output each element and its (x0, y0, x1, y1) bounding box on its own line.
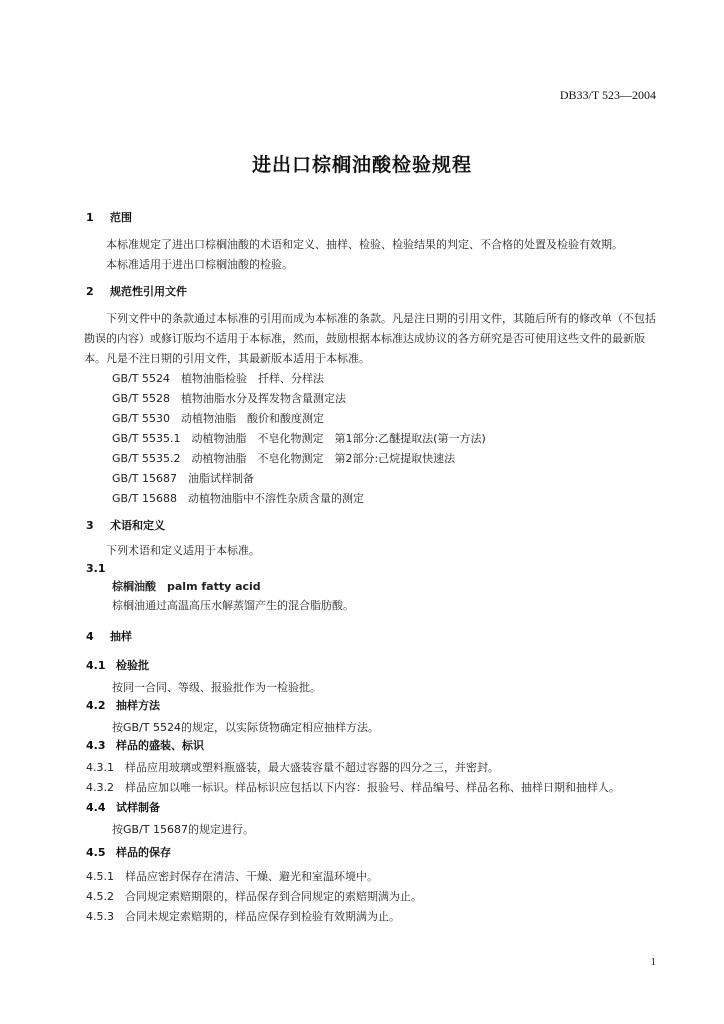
section-number: 3 (86, 519, 94, 532)
section-number: 4 (86, 630, 94, 643)
references-paragraph: 下列文件中的条款通过本标准的引用而成为本标准的条款。凡是注日期的引用文件，其随后所有的修改单（不包括勘误的内容）或修订版均不适用于本标准，然而，鼓励根据本标准达成协议的各方研究是否可使用这些文件的最新版本。凡是不注日期的引用文件，其最新版本适用于本标准。 (84, 312, 656, 365)
section-title: 抽样 (110, 630, 132, 643)
clause-item: 4.5.2 合同规定索赔期限的，样品保存到合同规定的索赔期满为止。 (86, 890, 422, 903)
subsection-heading-4-4 (86, 800, 658, 816)
subsection-text: 按同一合同、等级、报验批作为一检验批。 (112, 681, 321, 694)
subsection-heading-4-5 (86, 845, 658, 861)
document-body (86, 200, 658, 927)
subsection-number: 4.5 (86, 846, 106, 859)
subsection-number: 4.1 (86, 659, 106, 672)
subsection-number: 4.4 (86, 801, 106, 814)
section-number: 2 (86, 285, 94, 298)
reference-item: GB/T 5535.1 动植物油脂 不皂化物测定 第1部分:乙醚提取法(第一方法) (112, 432, 486, 445)
terms-paragraph: 下列术语和定义适用于本标准。 (106, 544, 260, 557)
subsection-title: 抽样方法 (116, 699, 160, 712)
subsection-heading-3-1 (86, 561, 658, 577)
subsection-number: 3.1 (86, 562, 106, 575)
section-heading-4 (86, 629, 658, 645)
section-heading-2 (86, 284, 658, 300)
section-heading-1 (86, 210, 658, 226)
section-heading-3 (86, 518, 658, 534)
subsection-heading-4-3 (86, 738, 658, 754)
clause-item: 4.3.1 样品应用玻璃或塑料瓶盛装，最大盛装容量不超过容器的四分之三，并密封。 (86, 761, 499, 774)
subsection-heading-4-2 (86, 698, 658, 714)
clause-item: 4.5.3 合同未规定索赔期的，样品应保存到检验有效期满为止。 (86, 910, 400, 923)
section-title: 规范性引用文件 (110, 285, 187, 298)
subsection-number: 4.2 (86, 699, 106, 712)
clause-item: 4.3.2 样品应加以唯一标识。样品标识应包括以下内容：报验号、样品编号、样品名称、抽样日期和抽样人。 (86, 781, 620, 794)
section-number: 1 (86, 211, 94, 224)
subsection-text: 按GB/T 5524的规定，以实际货物确定相应抽样方法。 (112, 721, 379, 734)
scope-paragraph-1: 本标准规定了进出口棕榈油酸的术语和定义、抽样、检验、检验结果的判定、不合格的处置及检验有效期。 (106, 238, 623, 251)
reference-item: GB/T 5528 植物油脂水分及挥发物含量测定法 (112, 392, 346, 405)
term-name: 棕榈油酸 palm fatty acid (112, 580, 261, 593)
reference-item: GB/T 15687 油脂试样制备 (112, 472, 254, 485)
document-code: DB33/T 523—2004 (559, 88, 656, 102)
subsection-title: 检验批 (116, 659, 149, 672)
section-title: 术语和定义 (110, 519, 165, 532)
section-title: 范围 (110, 211, 132, 224)
subsection-title: 试样制备 (116, 801, 160, 814)
reference-item: GB/T 15688 动植物油脂中不溶性杂质含量的测定 (112, 492, 364, 505)
clause-item: 4.5.1 样品应密封保存在清洁、干燥、避光和室温环境中。 (86, 870, 378, 883)
document-title: 进出口棕榈油酸检验规程 (251, 154, 472, 176)
reference-item: GB/T 5530 动植物油脂 酸价和酸度测定 (112, 412, 324, 425)
reference-item: GB/T 5524 植物油脂检验 扦样、分样法 (112, 372, 324, 385)
subsection-number: 4.3 (86, 739, 106, 752)
scope-paragraph-2: 本标准适用于进出口棕榈油酸的检验。 (106, 258, 293, 271)
subsection-title: 样品的保存 (116, 846, 171, 859)
subsection-heading-4-1 (86, 658, 658, 674)
subsection-text: 按GB/T 15687的规定进行。 (112, 823, 254, 836)
reference-item: GB/T 5535.2 动植物油脂 不皂化物测定 第2部分:己烷提取快速法 (112, 452, 456, 465)
term-definition: 棕榈油通过高温高压水解蒸馏产生的混合脂肪酸。 (112, 599, 354, 612)
page-number: 1 (650, 956, 656, 968)
subsection-title: 样品的盛装、标识 (116, 739, 204, 752)
